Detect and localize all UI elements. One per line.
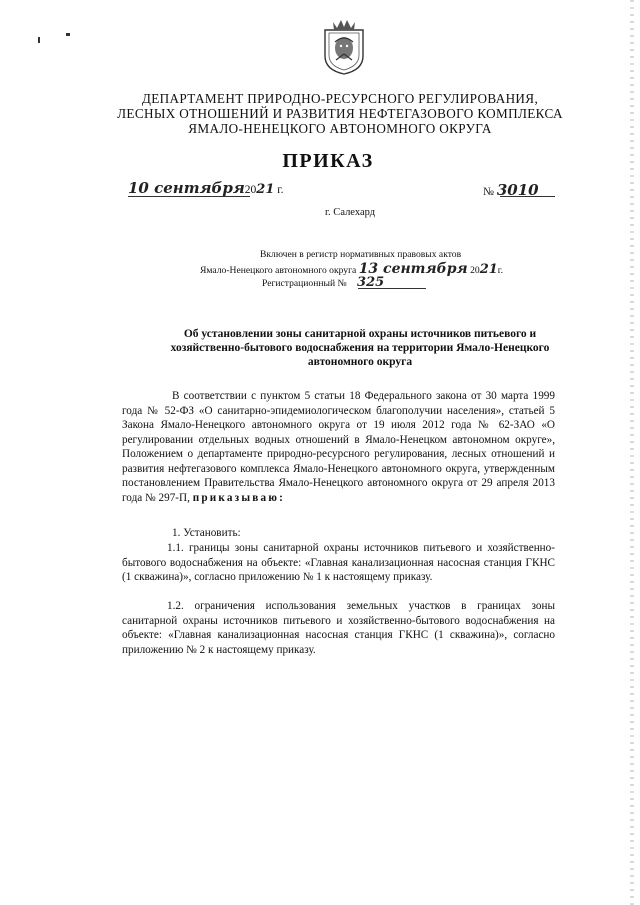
document-title: ПРИКАЗ [282,150,374,172]
order-date-handwritten: 10 сентября [128,179,245,197]
order-subject [125,327,595,369]
registry-year-handwritten: 21 [479,262,498,277]
order-year-handwritten: 21 [256,182,275,197]
scan-speck [66,33,70,36]
registry-year-prefix: 20 [470,265,480,276]
scan-speck [38,37,40,43]
subject-line2: хозяйственно-бытового водоснабжения на территории Ямало-Ненецкого [170,342,550,354]
subject-line3: автономного округа [307,356,413,368]
item-1-2: 1.2. ограничения использования земельных участков в границах зоны санитарной охраны источников питьевого и хозяйственно-бытового водоснабжения на объекте: «Главная канализационная насосная станция ГКНС (1 скважина)», согласно приложению № 2 к настоящему приказу. [122,600,555,656]
scan-edge [630,0,634,905]
registry-number-label: Регистрационный № [262,278,347,289]
order-year-suffix: г. [277,184,284,196]
coat-of-arms-emblem [321,16,367,76]
registry-number-handwritten: 325 [357,275,385,290]
department-name-line2: ЛЕСНЫХ ОТНОШЕНИЙ И РАЗВИТИЯ НЕФТЕГАЗОВОГО КОМПЛЕКСА [117,106,563,121]
department-name-line3: ЯМАЛО-НЕНЕЦКОГО АВТОНОМНОГО ОКРУГА [188,121,492,136]
subject-line1: Об установлении зоны санитарной охраны источников питьевого и [183,328,537,340]
registry-line1: Включен в регистр нормативных правовых актов [260,249,462,260]
item-1-1: 1.1. границы зоны санитарной охраны источников питьевого и хозяйственно-бытового водоснабжения на объекте: «Главная канализационная насосная станция ГКНС (1 скважина)», согласно приложению № 1 к настоящему приказу. [122,542,555,583]
number-underline [500,196,555,197]
order-number-label: № [483,186,494,198]
department-name-line1: ДЕПАРТАМЕНТ ПРИРОДНО-РЕСУРСНОГО РЕГУЛИРОВАНИЯ, [141,91,539,106]
registry-date-handwritten: 13 сентября [358,261,468,277]
order-date [128,179,284,197]
order-number-handwritten: 3010 [496,181,539,199]
item-1: 1. Установить: [172,527,241,539]
date-underline [128,196,250,197]
preamble-text: В соответствии с пунктом 5 статьи 18 Федерального закона от 30 марта 1999 года № 52-ФЗ «О санитарно-эпидемиологическом благополучии населения», статьей 5 Закона Ямало-Ненецкого автономного округа от 19 июля 2012 года № 62-ЗАО «О регулировании отдельных водных отношений в Ямало-Ненецком автономном округе», Положением о департаменте природно-ресурсного регулирования, лесных отношений и развития нефтегазового комплекса Ямало-Ненецкого автономного округа, утвержденным постановлением Правительства Ямало-Ненецкого автономного округа от 29 апреля 2013 года № 297-П, [122,390,555,504]
order-year-prefix: 20 [244,184,257,196]
registry-district: Ямало-Ненецкого автономного округа [200,265,357,276]
registry-year-suffix: г. [497,265,504,276]
order-word: приказываю: [192,491,286,504]
registry-number-underline [358,288,426,289]
city: г. Салехард [324,207,376,218]
preamble-paragraph [122,389,555,505]
